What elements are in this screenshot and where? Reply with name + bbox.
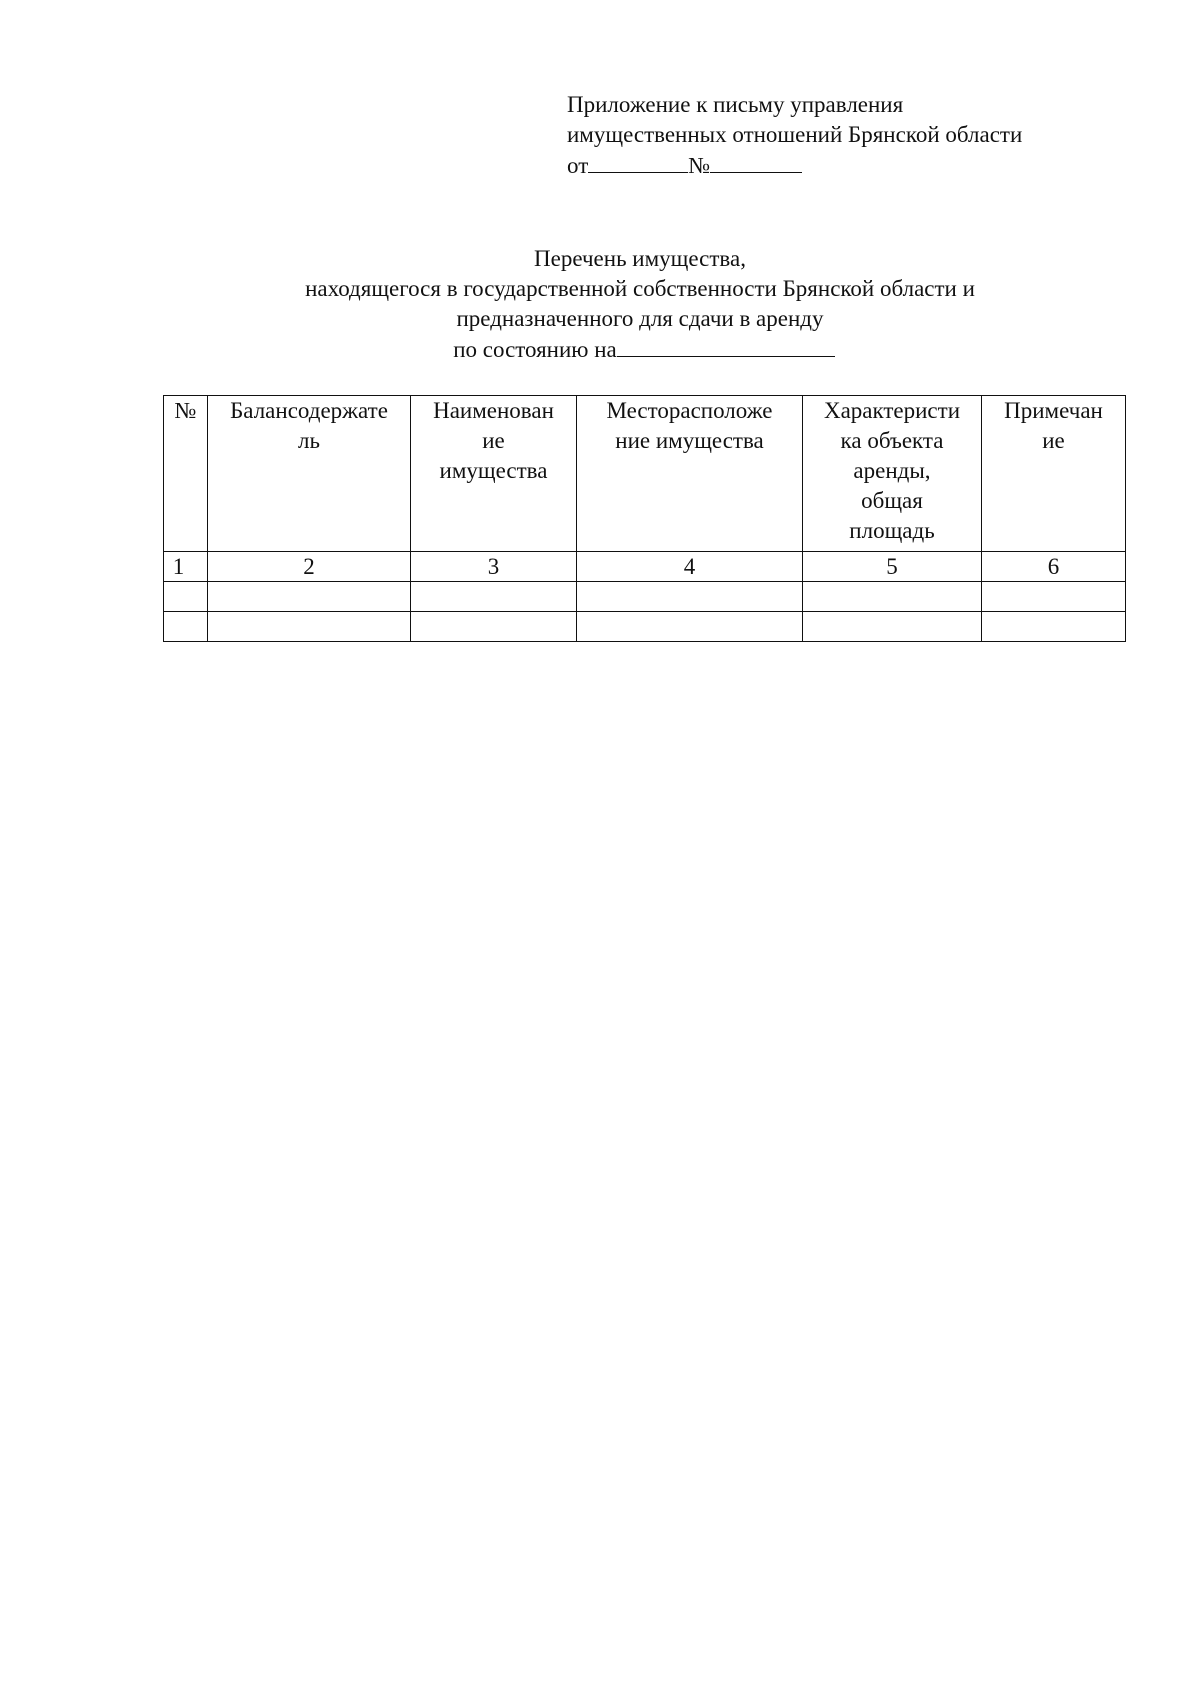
- date-blank-field[interactable]: [588, 150, 688, 173]
- column-header-line: Месторасположе: [606, 398, 773, 423]
- annex-line-1: Приложение к письму управления: [567, 92, 904, 117]
- column-header-line: Примечан: [1004, 398, 1103, 423]
- table-cell[interactable]: [803, 582, 982, 612]
- column-header-line: ка объекта: [840, 428, 944, 453]
- column-number-cell: 6: [982, 552, 1126, 582]
- column-number-cell: 4: [577, 552, 803, 582]
- column-number-cell: 3: [411, 552, 577, 582]
- column-header-line: имущества: [439, 458, 548, 483]
- column-header-line: ие: [482, 428, 505, 453]
- table-header-row: [164, 396, 1126, 552]
- column-header-line: ие: [1042, 428, 1065, 453]
- state-as-of-label: по состоянию на: [453, 337, 617, 362]
- annex-date-number-line: [567, 150, 1127, 181]
- table-cell[interactable]: [803, 612, 982, 642]
- column-header-line: №: [174, 398, 197, 423]
- column-header-line: Наименован: [433, 398, 554, 423]
- column-header-line: ние имущества: [615, 428, 764, 453]
- column-header: [208, 396, 411, 552]
- annex-line-2: имущественных отношений Брянской области: [567, 122, 1023, 147]
- from-label: от: [567, 153, 589, 178]
- table-cell[interactable]: [411, 612, 577, 642]
- column-header-line: ль: [298, 428, 320, 453]
- column-number-cell: 2: [208, 552, 411, 582]
- table-cell[interactable]: [208, 612, 411, 642]
- table-row: [164, 612, 1126, 642]
- title-line-2: находящегося в государственной собственности Брянской области и: [305, 276, 975, 301]
- column-number-row: [164, 552, 1126, 582]
- table-cell[interactable]: [164, 612, 208, 642]
- column-header-line: Характеристи: [823, 398, 961, 423]
- property-table-container: [163, 395, 1125, 642]
- column-header: [164, 396, 208, 552]
- table-cell[interactable]: [982, 612, 1126, 642]
- column-header: [411, 396, 577, 552]
- table-cell[interactable]: [577, 612, 803, 642]
- table-cell[interactable]: [411, 582, 577, 612]
- number-blank-field[interactable]: [710, 150, 802, 173]
- column-header: [577, 396, 803, 552]
- table-cell[interactable]: [208, 582, 411, 612]
- title-line-4: [200, 334, 1080, 365]
- table-row: [164, 582, 1126, 612]
- column-header: [982, 396, 1126, 552]
- column-number-cell: 5: [803, 552, 982, 582]
- title-line-1: Перечень имущества,: [534, 246, 746, 271]
- property-table: [163, 395, 1126, 642]
- title-line-3: предназначенного для сдачи в аренду: [456, 306, 824, 331]
- state-date-blank-field[interactable]: [617, 334, 835, 357]
- column-header-line: общая: [861, 488, 923, 513]
- annex-note: [567, 90, 1127, 181]
- column-header-line: аренды,: [853, 458, 931, 483]
- table-cell[interactable]: [164, 582, 208, 612]
- table-cell[interactable]: [982, 582, 1126, 612]
- column-header-line: площадь: [849, 518, 935, 543]
- number-label: №: [688, 153, 711, 178]
- column-number-cell: 1: [164, 552, 208, 582]
- table-body: [164, 552, 1126, 642]
- document-title: [200, 244, 1080, 365]
- column-header: [803, 396, 982, 552]
- column-header-line: Балансодержате: [230, 398, 388, 423]
- table-cell[interactable]: [577, 582, 803, 612]
